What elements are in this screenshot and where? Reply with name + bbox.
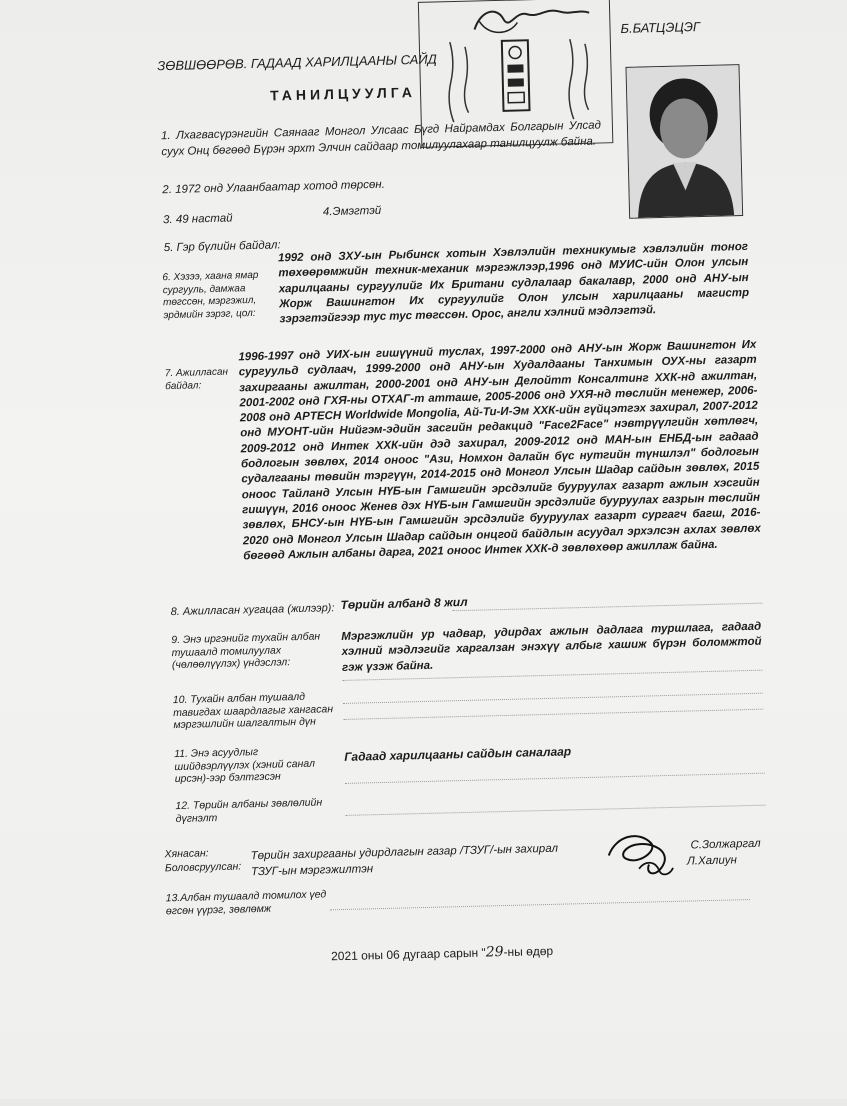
reviewer-position: Төрийн захиргааны удирдлагын газар /ТЗУГ/-ын захирал	[250, 842, 559, 863]
date-day: 29	[485, 944, 504, 961]
work-label: 7. Ажилласан байдал:	[164, 366, 229, 392]
blank-line	[343, 708, 763, 720]
minister-name: Б.БАТЦЭЦЭГ	[620, 19, 701, 36]
signature-icon	[598, 824, 689, 886]
age-line: 3. 49 настай	[162, 212, 233, 227]
proposal-value: Гадаад харилцааны сайдын саналаар	[344, 744, 572, 764]
duties-label: 13.Албан тушаалд томилох үед өгсөн үүрэг, зөвлөмж	[165, 888, 327, 917]
document-title: ТАНИЛЦУУЛГА	[269, 83, 417, 104]
education-text: 1992 онд ЗХУ-ын Рыбинск хотын Хэвлэлийн техникумыг хэвлэлийн тоног төхөөрөмжийн техник-механик мэргэжлээр,1996 онд МУИС-ийн Олон улсын харилцааны сургуулийг Их Британи судлалаар бакалавр, 2000 онд АНУ-ын Жорж Вашингтон Их сургуулийг Олон улсын харилцааны магистр зэрэгтэйгээр тус тус төгссөн. Орос, англи хэлний мэдлэгтэй.	[277, 240, 750, 326]
work-history-text: 1996-1997 онд УИХ-ын гишүүний туслах, 1997-2000 онд АНУ-ын Жорж Вашингтон Их сургуульд судлаач, 1999-2000 онд АНУ-ын Худалдааны Танхимын ОУХ-ны газарт захиргааны ажилтан, 2000-2001 онд АНУ-ын Делойтт Консалтинг ХХК-нд ажилтан, 2001-2002 онд ГХЯ-ны ОТХАГ-т атташе, 2005-2006 онд УХЯ-нд төслийн менежер, 2006-2008 онд APTECH Worldwide Mongolia, Ай-Ти-И-Эм ХХК-ийн гүйцэтгэх захирал, 2007-2012 онд МУОНТ-ийн Нийгэм-эдийн засгийн редакцид "Face2Face" нэвтрүүлгийн хөтлөгч, 2009-2012 онд Интек ХХК-ийн дэд захирал, 2009-2012 онд МАН-ын ЕНБД-ын гадаад бодлогын зөвлөх, 2014 оноос "Ази, Номхон далайн бүс нутгийн түншлэл" бодлогын судалгааны төвийн тэргүүн, 2014-2015 онд Монгол Улсын Шадар сайдын зөвлөх, 2015 оноос Тайланд Улсын НҮБ-ын Гамшгийн эрсдэлийг бууруулах газарт ажлын хэсгийн гишүүн, 2016 оноос Женев дэх НҮБ-ын Гамшгийн эрсдэлийг бууруулах газрын төслийн зөвлөх, БНСУ-ын НҮБ-ын Гамшгийн эрсдэлийг бууруулах газарт сургагч багш, 2016-2020 онд Монгол Улсын Шадар сайдын онцгой байдлын асуудал эрхэлсэн ахлах зөвлөх бөгөөд Ажлын албаны дарга, 2021 оноос Интек ХХК-д зөвлөхөөр ажиллаж байна.	[238, 338, 761, 563]
reviewed-label: Хянасан:	[164, 847, 209, 861]
education-label: 6. Хэзээ, хаана ямар сургууль, дамжаа төгссөн, мэргэжил, эрдмийн зэрэг, цол:	[162, 269, 259, 321]
preparer-name: Л.Халиун	[686, 854, 738, 868]
portrait-photo	[625, 64, 743, 219]
exam-label: 10. Тухайн албан тушаалд тавигдах шаардлагыг хангасан мэргэшлийн шалгалтын дүн	[172, 690, 334, 732]
document-sheet	[108, 0, 815, 1106]
council-label: 12. Төрийн албаны зөвлөлийн дүгнэлт	[175, 796, 323, 825]
reviewer-name: С.Золжаргал	[690, 837, 761, 852]
blank-line	[343, 692, 763, 704]
intro-paragraph: 1. Лхагвасүрэнгийн Саянааг Монгол Улсаас Бүгд Найрамдах Болгарын Улсад суух Онц бөгөөд Бүрэн эрхт Элчин сайдаар томилуулахаар танилцуулж байна.	[160, 119, 602, 159]
blank-line	[345, 772, 765, 784]
proposal-label: 11. Энэ асуудлыг шийдвэрлүүлэх (хэний санал ирсэн)-ээр бэлтгэсэн	[173, 746, 316, 786]
prepared-label: Боловсруулсан:	[164, 860, 242, 875]
blank-line	[453, 602, 763, 612]
tenure-value: Төрийн албанд 8 жил	[340, 594, 468, 612]
date-suffix: -ны өдөр	[503, 943, 554, 960]
approval-line: ЗӨВШӨӨРӨВ. ГАДААД ХАРИЛЦААНЫ САЙД	[157, 51, 437, 74]
basis-text: Мэргэжлийн ур чадвар, удирдах ажлын дадлага туршлага, гадаад хэлний мэдлэгийг харгалзан энэхүү албыг хашиж бүрэн боломжтой гэж үзэж байна.	[341, 620, 762, 674]
basis-label: 9. Энэ иргэнийг тухайн албан тушаалд томилуулах (чөлөөлүүлэх) үндэслэл:	[171, 630, 321, 672]
blank-line	[330, 898, 750, 910]
family-label: 5. Гэр бүлийн байдал:	[163, 239, 281, 255]
sex-line: 4.Эмэгтэй	[322, 204, 382, 219]
person-photo-icon	[627, 65, 743, 218]
document-date	[331, 943, 553, 964]
blank-line	[346, 804, 766, 816]
date-prefix: 2021 оны 06 дугаар сарын "	[330, 945, 486, 964]
preparer-position: ТЗУГ-ын мэргэжилтэн	[250, 863, 374, 879]
tenure-label: 8. Ажилласан хугацаа (жилээр):	[170, 602, 335, 619]
birth-line: 2. 1972 онд Улаанбаатар хотод төрсөн.	[162, 178, 385, 197]
